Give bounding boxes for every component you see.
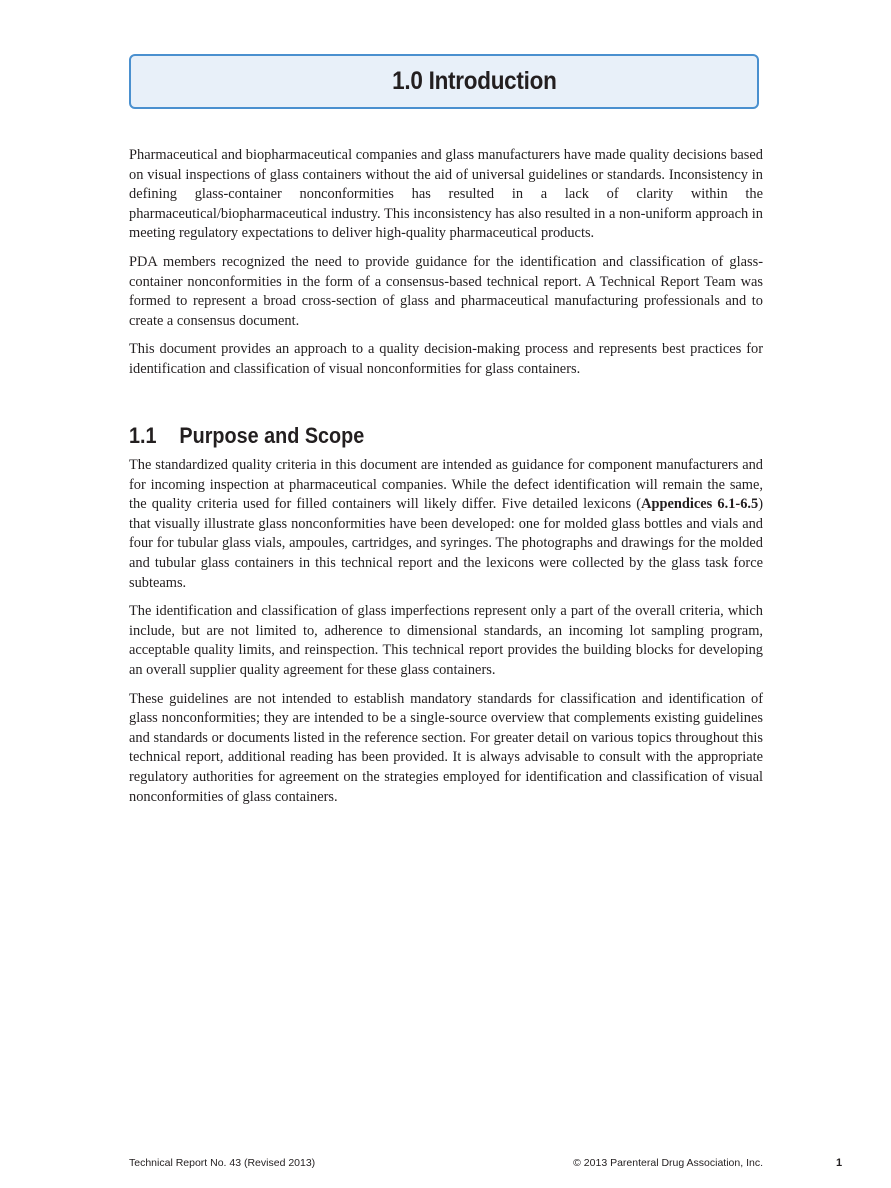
chapter-title: 1.0 Introduction xyxy=(391,67,557,95)
chapter-title-box xyxy=(129,54,759,109)
intro-paragraph: This document provides an approach to a quality decision-making process and represents best practices for identification and classification of visual nonconformities for glass containers. xyxy=(129,341,763,377)
section-heading xyxy=(129,423,364,449)
section-title: Purpose and Scope xyxy=(179,423,365,448)
intro-paragraph: PDA members recognized the need to provide guidance for the identification and classification of glass-container nonconformities in the form of a consensus-based technical report. A Technical Report Team was formed to represent a broad cross-section of glass and pharmaceutical manufacturing professionals and to create a consensus document. xyxy=(129,253,763,329)
scope-paragraph xyxy=(129,456,763,593)
section-number: 1.1 xyxy=(129,423,157,448)
scope-text xyxy=(129,456,763,816)
intro-text xyxy=(129,146,763,389)
scope-paragraph: These guidelines are not intended to establish mandatory standards for classification and identification of glass nonconformities; they are intended to be a single-source overview that complements existing guidelines and standards or documents listed in the reference section. For greater detail on various topics throughout this technical report, additional reading has been provided. It is always advisable to consult with the appropriate regulatory authorities for agreement on the strategies employed for identification and classification of visual nonconformities of glass containers. xyxy=(129,690,763,805)
scope-paragraph: The identification and classification of glass imperfections represent only a part of the overall criteria, which include, but are not limited to, adherence to dimensional standards, an incoming lot sampling program, acceptable quality limits, and reinspection. This technical report provides the building blocks for developing an overall supplier quality agreement for these glass containers. xyxy=(129,603,763,678)
page-number: 1 xyxy=(836,1157,843,1169)
scope-p1-before: The standardized quality criteria in this document are intended as guidance for component manufacturers and for incoming inspection at pharmaceutical companies. While the defect identification will remain the same, the quality criteria used for filled containers will likely differ. Five detailed lexicons ( xyxy=(129,457,763,513)
footer-copyright: © 2013 Parenteral Drug Association, Inc. xyxy=(573,1157,763,1169)
appendix-reference: Appendices 6.1-6.5 xyxy=(641,496,759,513)
page-footer xyxy=(0,1157,891,1171)
footer-report-title: Technical Report No. 43 (Revised 2013) xyxy=(129,1157,316,1169)
scope-p1-after: ) that visually illustrate glass nonconformities have been developed: one for molded glass bottles and vials and four for tubular glass vials, ampoules, cartridges, and syringes. The photographs and drawings for the molded and tubular glass containers in this technical report and the lexicons were collected by the glass task force subteams. xyxy=(129,496,763,591)
intro-paragraph: Pharmaceutical and biopharmaceutical companies and glass manufacturers have made quality decisions based on visual inspections of glass containers without the aid of universal guidelines or standards. Inconsistency in defining glass-container nonconformities has resulted in a lack of clarity within the pharmaceutical/biopharmaceutical industry. This inconsistency has also resulted in a non-uniform approach in meeting regulatory expectations to deliver high-quality pharmaceutical products. xyxy=(129,147,763,242)
